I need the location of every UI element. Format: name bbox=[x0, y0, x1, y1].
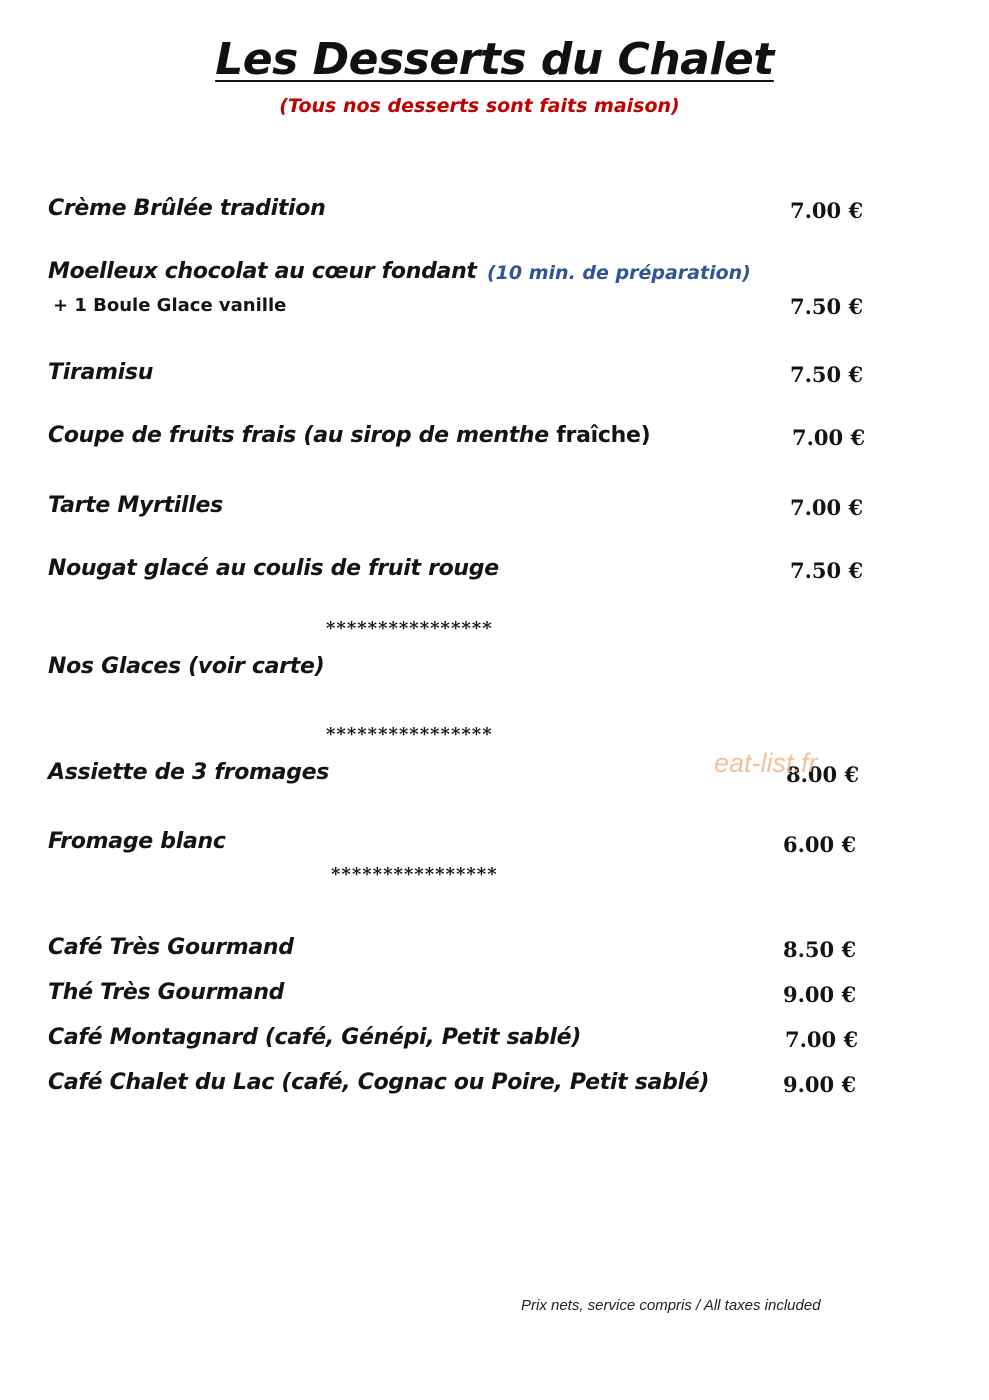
item-price-cafe-montagnard: 7.00 € bbox=[785, 1027, 859, 1052]
separator-stars: **************** bbox=[331, 864, 498, 885]
item-price-coupe-fruits: 7.00 € bbox=[792, 425, 866, 450]
footer-note: Prix nets, service compris / All taxes included bbox=[521, 1297, 821, 1314]
item-name-tiramisu: Tiramisu bbox=[48, 360, 154, 385]
item-name-cafe-chalet-du-lac: Café Chalet du Lac (café, Cognac ou Poire, Petit sablé) bbox=[48, 1070, 710, 1095]
item-name-the-gourmand: Thé Très Gourmand bbox=[48, 980, 285, 1005]
item-name-cafe-montagnard: Café Montagnard (café, Génépi, Petit sablé) bbox=[48, 1025, 581, 1050]
item-name-fromage-blanc: Fromage blanc bbox=[48, 829, 226, 854]
item-name-assiette-fromages: Assiette de 3 fromages bbox=[48, 760, 330, 785]
item-price-cafe-chalet-du-lac: 9.00 € bbox=[783, 1072, 857, 1097]
item-name-coupe-fruits-tail: fraîche) bbox=[556, 423, 651, 448]
separator-stars: **************** bbox=[326, 618, 493, 639]
item-price-tarte-myrtilles: 7.00 € bbox=[790, 495, 864, 520]
item-name-cafe-gourmand: Café Très Gourmand bbox=[48, 935, 294, 960]
item-name-coupe-fruits-main: Coupe de fruits frais (au sirop de menthe bbox=[48, 423, 557, 448]
item-name-moelleux: Moelleux chocolat au cœur fondant bbox=[48, 259, 477, 284]
item-name-creme-brulee: Crème Brûlée tradition bbox=[48, 196, 326, 221]
menu-subtitle: (Tous nos desserts sont faits maison) bbox=[279, 95, 680, 117]
item-name-coupe-fruits bbox=[48, 423, 650, 448]
item-price-assiette-fromages: 8.00 € bbox=[786, 762, 860, 787]
item-price-tiramisu: 7.50 € bbox=[790, 362, 864, 387]
item-price-nougat: 7.50 € bbox=[790, 558, 864, 583]
menu-title: Les Desserts du Chalet bbox=[215, 34, 774, 85]
item-price-fromage-blanc: 6.00 € bbox=[783, 832, 857, 857]
item-price-cafe-gourmand: 8.50 € bbox=[783, 937, 857, 962]
separator-stars: **************** bbox=[326, 724, 493, 745]
item-name-nougat: Nougat glacé au coulis de fruit rouge bbox=[48, 556, 499, 581]
watermark: eat-list.fr bbox=[714, 748, 818, 778]
item-sub-boule-glace: + 1 Boule Glace vanille bbox=[53, 295, 287, 316]
item-price-moelleux: 7.50 € bbox=[790, 294, 864, 319]
item-note-preparation: (10 min. de préparation) bbox=[487, 262, 751, 284]
item-name-nos-glaces: Nos Glaces (voir carte) bbox=[48, 654, 325, 679]
item-price-creme-brulee: 7.00 € bbox=[790, 198, 864, 223]
item-name-tarte-myrtilles: Tarte Myrtilles bbox=[48, 493, 223, 518]
item-price-the-gourmand: 9.00 € bbox=[783, 982, 857, 1007]
